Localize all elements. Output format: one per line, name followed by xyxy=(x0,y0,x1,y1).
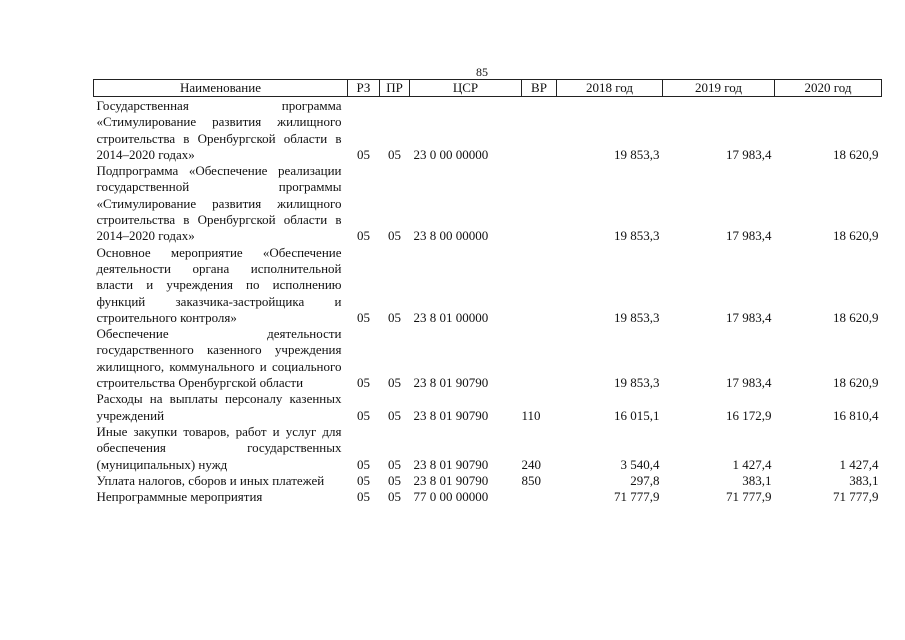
row-2020: 71 777,9 xyxy=(833,489,879,505)
row-rz: 05 xyxy=(357,489,370,505)
row-pr: 05 xyxy=(388,456,401,472)
row-rz: 05 xyxy=(357,456,370,472)
row-vr: 110 xyxy=(521,407,541,423)
row-2018: 16 015,1 xyxy=(614,407,660,423)
row-vr xyxy=(522,163,557,244)
row-2018: 19 853,3 xyxy=(614,375,660,391)
row-csr: 23 8 01 90790 xyxy=(413,375,489,391)
row-rz: 05 xyxy=(357,146,370,162)
row-pr: 05 xyxy=(388,472,401,488)
row-pr: 05 xyxy=(388,228,401,244)
row-name: Государственная программа «Стимулирование развития жилищного строительства в Оренбургской области в 2014–2020 годах» xyxy=(96,98,342,162)
header-name: Наименование xyxy=(94,80,348,97)
header-rz: РЗ xyxy=(348,80,380,97)
page-number: 85 xyxy=(476,65,488,79)
row-rz: 05 xyxy=(357,472,370,488)
row-2019: 17 983,4 xyxy=(726,309,772,325)
header-csr: ЦСР xyxy=(410,80,522,97)
row-2020: 16 810,4 xyxy=(833,407,879,423)
table-row xyxy=(94,473,882,489)
row-2020: 18 620,9 xyxy=(833,375,879,391)
row-2019: 17 983,4 xyxy=(726,228,772,244)
row-name: Расходы на выплаты персоналу казенных учреждений xyxy=(96,391,342,423)
row-2020: 1 427,4 xyxy=(839,456,879,472)
row-name: Подпрограмма «Обеспечение реализации государственной программы «Стимулирование развития жилищного строительства в Оренбургской области в 2014–2020 годах» xyxy=(96,163,342,244)
row-2020: 383,1 xyxy=(849,472,879,488)
row-name: Иные закупки товаров, работ и услуг для обеспечения государственных (муниципальных) нужд xyxy=(96,423,342,472)
row-vr xyxy=(522,245,557,326)
row-2019: 17 983,4 xyxy=(726,146,772,162)
row-2019: 17 983,4 xyxy=(726,375,772,391)
header-2019: 2019 год xyxy=(663,80,775,97)
row-2020: 18 620,9 xyxy=(833,309,879,325)
row-2019: 71 777,9 xyxy=(726,489,772,505)
row-csr: 23 8 00 00000 xyxy=(413,228,489,244)
table-row xyxy=(94,97,882,164)
budget-table xyxy=(93,79,882,505)
row-csr: 23 8 01 90790 xyxy=(413,407,489,423)
row-2018: 71 777,9 xyxy=(614,489,660,505)
row-2018: 19 853,3 xyxy=(614,228,660,244)
row-vr xyxy=(522,326,557,391)
row-rz: 05 xyxy=(357,407,370,423)
row-name: Уплата налогов, сборов и иных платежей xyxy=(96,472,325,488)
row-name: Основное мероприятие «Обеспечение деятельности органа исполнительной власти и учреждения по исполнению функций заказчика-застройщика и строительного контроля» xyxy=(96,244,342,325)
row-rz: 05 xyxy=(357,309,370,325)
row-2020: 18 620,9 xyxy=(833,146,879,162)
row-pr: 05 xyxy=(388,309,401,325)
row-csr: 23 0 00 00000 xyxy=(413,146,489,162)
row-name: Непрограммные мероприятия xyxy=(96,489,263,505)
row-2019: 1 427,4 xyxy=(732,456,772,472)
header-pr: ПР xyxy=(380,80,410,97)
header-2020: 2020 год xyxy=(775,80,882,97)
row-vr: 850 xyxy=(521,472,541,488)
row-name: Обеспечение деятельности государственного казенного учреждения жилищного, коммунального и социального строительства Оренбургской области xyxy=(96,326,342,391)
row-2018: 297,8 xyxy=(630,472,660,488)
table-row xyxy=(94,245,882,326)
table-row xyxy=(94,424,882,473)
row-2019: 16 172,9 xyxy=(726,407,772,423)
table-header xyxy=(94,80,882,97)
row-rz: 05 xyxy=(357,228,370,244)
table-row xyxy=(94,489,882,505)
row-vr: 240 xyxy=(521,456,541,472)
header-row xyxy=(94,80,882,97)
header-2018: 2018 год xyxy=(557,80,663,97)
row-csr: 23 8 01 90790 xyxy=(413,456,489,472)
header-vr: ВР xyxy=(522,80,557,97)
row-csr: 23 8 01 90790 xyxy=(413,472,489,488)
row-rz: 05 xyxy=(357,375,370,391)
table-row xyxy=(94,326,882,391)
row-vr xyxy=(522,97,557,164)
row-pr: 05 xyxy=(388,489,401,505)
row-csr: 77 0 00 00000 xyxy=(413,489,489,505)
table-body xyxy=(94,97,882,506)
table-row xyxy=(94,163,882,244)
row-2018: 19 853,3 xyxy=(614,146,660,162)
row-2018: 19 853,3 xyxy=(614,309,660,325)
row-vr xyxy=(522,489,557,505)
row-2019: 383,1 xyxy=(742,472,772,488)
table-row xyxy=(94,391,882,424)
row-pr: 05 xyxy=(388,407,401,423)
row-2018: 3 540,4 xyxy=(620,456,660,472)
row-2020: 18 620,9 xyxy=(833,228,879,244)
row-csr: 23 8 01 00000 xyxy=(413,309,489,325)
row-pr: 05 xyxy=(388,375,401,391)
row-pr: 05 xyxy=(388,146,401,162)
